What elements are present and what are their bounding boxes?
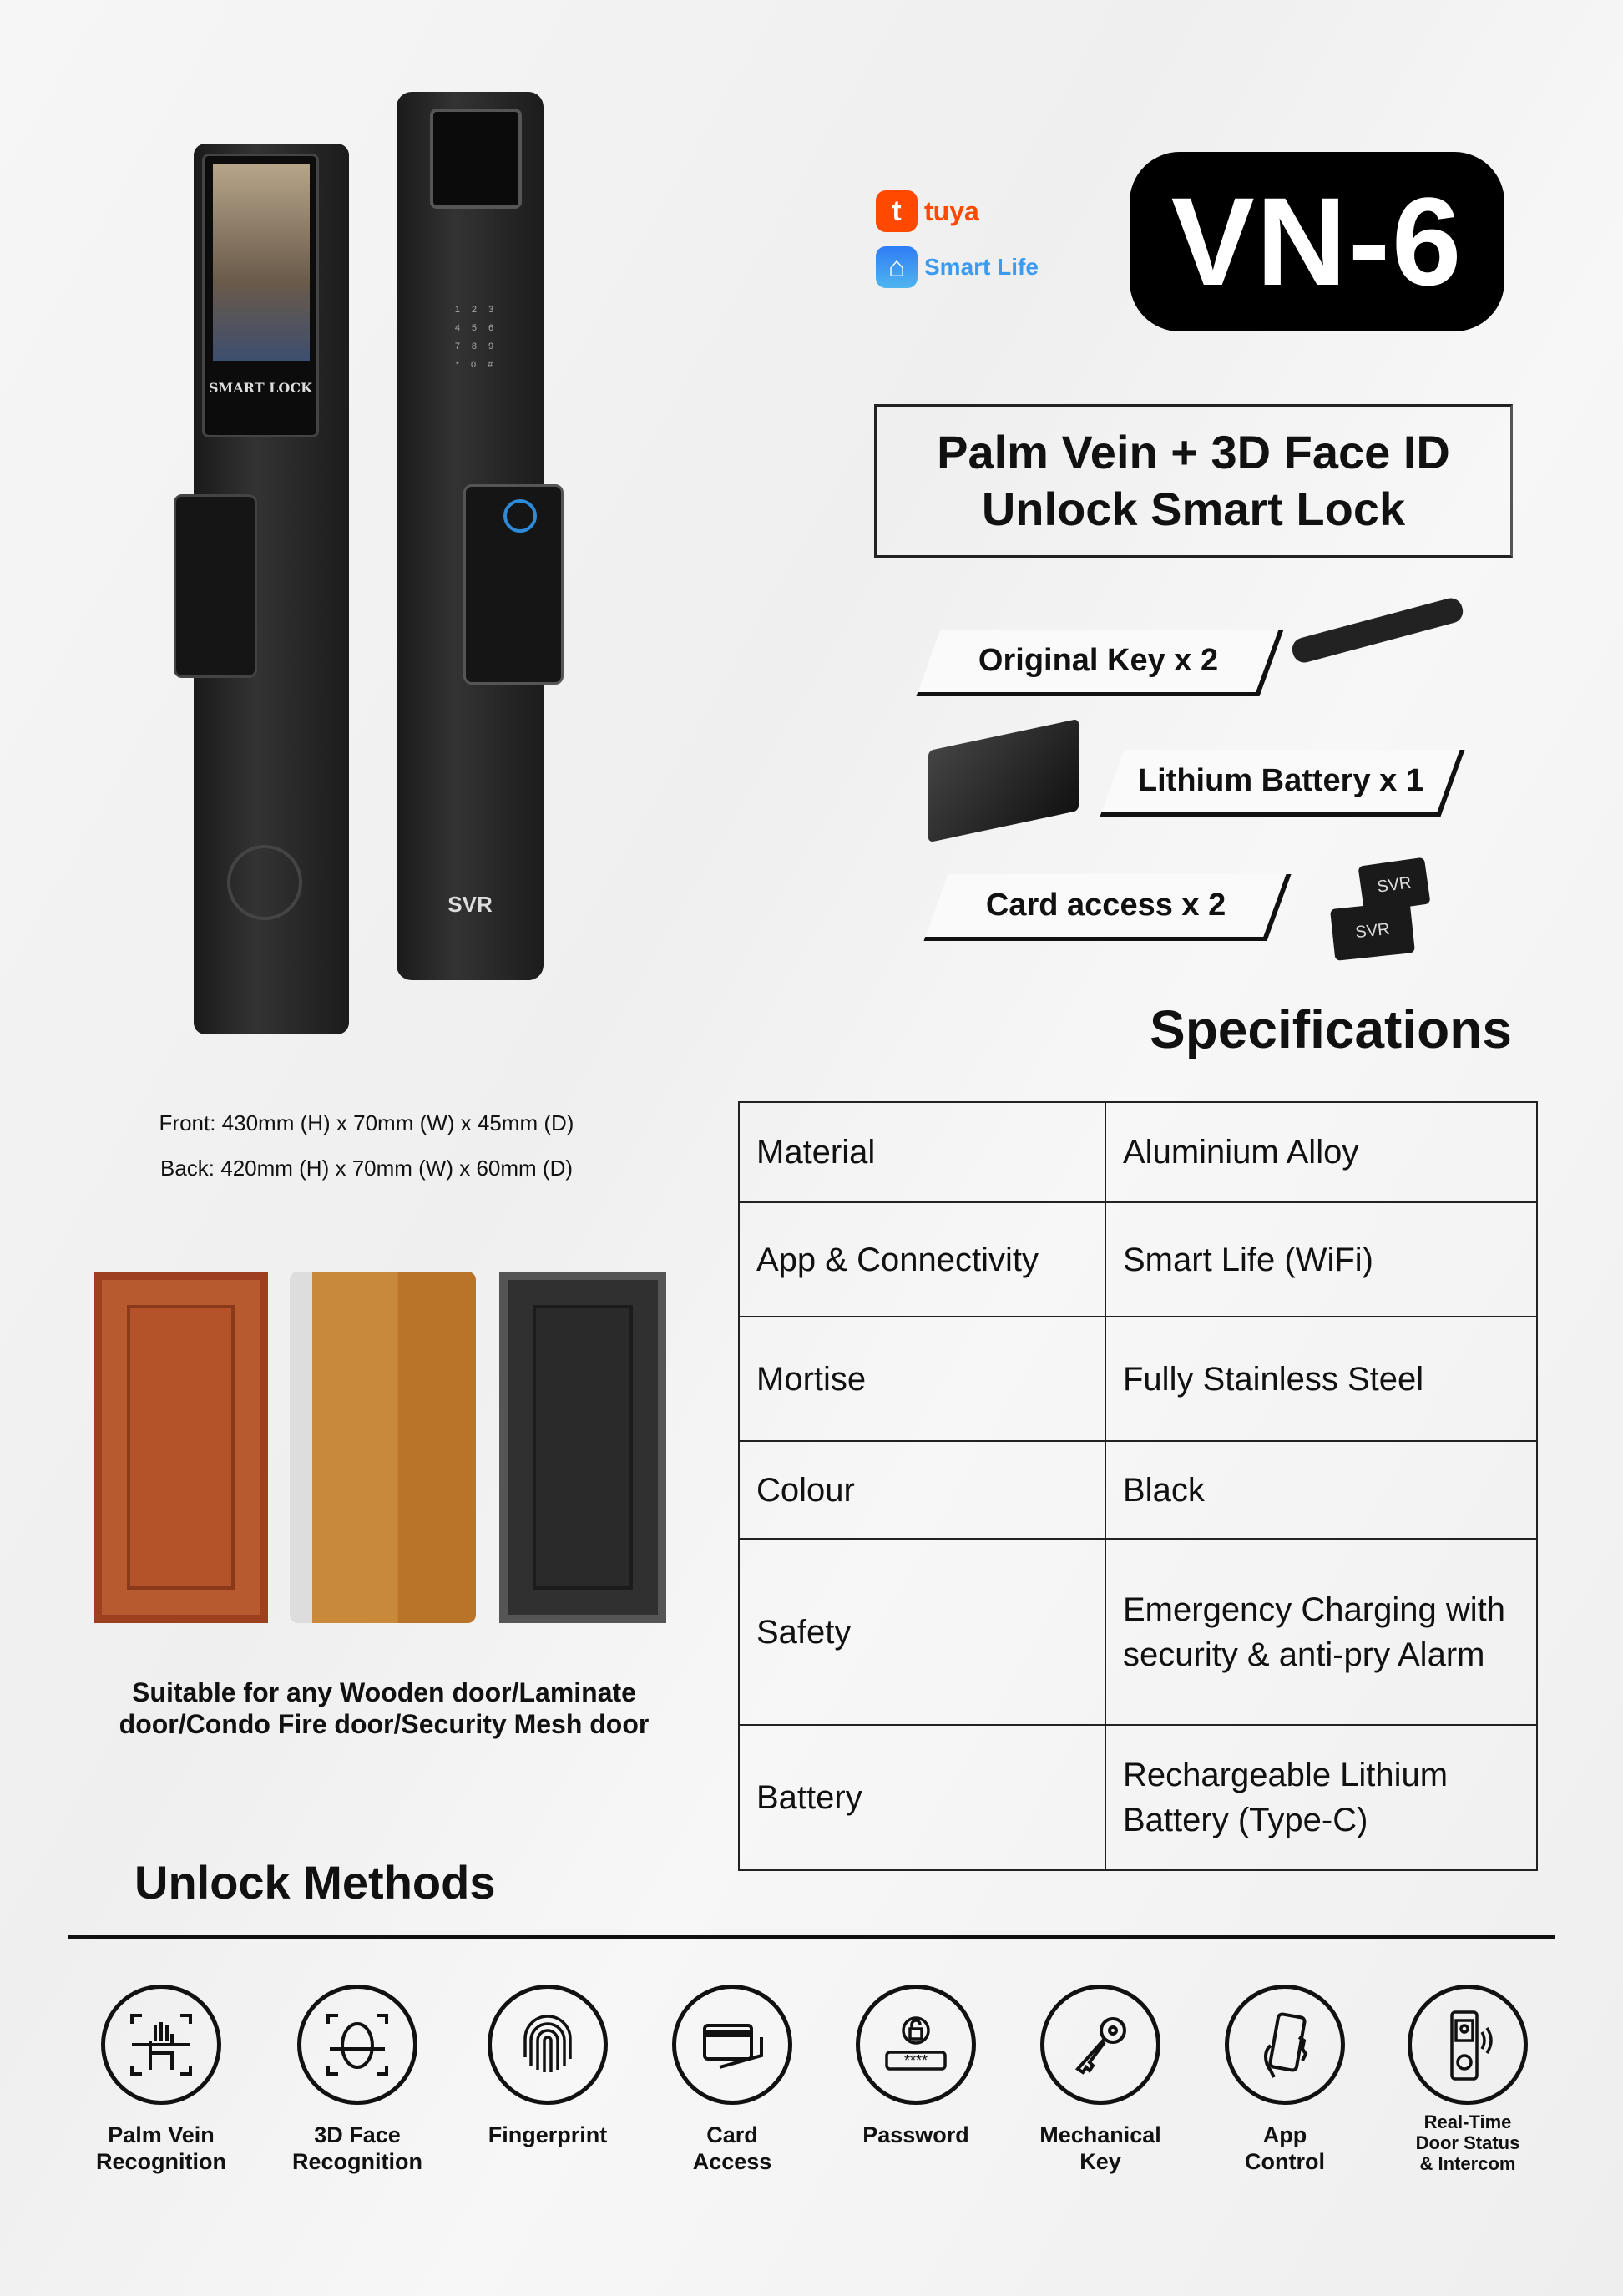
method-label: & Intercom	[1419, 2153, 1516, 2174]
unlock-methods-heading: Unlock Methods	[134, 1856, 496, 1909]
spec-value: Smart Life (WiFi)	[1105, 1202, 1537, 1317]
card-icon	[672, 1985, 792, 2105]
spec-value: Fully Stainless Steel	[1105, 1317, 1537, 1441]
accessory-tag	[916, 630, 1283, 696]
svg-text:****: ****	[903, 2052, 928, 2069]
method-label: Fingerprint	[488, 2122, 608, 2147]
method-label: 3D Face	[314, 2122, 401, 2147]
title-line-1: Palm Vein + 3D Face ID	[937, 426, 1450, 478]
tuya-logo-text: tuya	[924, 195, 979, 226]
keypad: 123 456 789 *0#	[454, 305, 506, 370]
spec-key: Battery	[739, 1725, 1105, 1870]
method-label: Key	[1079, 2149, 1121, 2174]
password-icon	[856, 1985, 976, 2105]
accessory-label: Original Key x 2	[978, 643, 1219, 678]
accessory-tag	[1100, 750, 1464, 817]
face-icon	[297, 1985, 417, 2105]
key-image	[1290, 595, 1466, 665]
lock-screen	[202, 154, 319, 437]
method-palm-vein	[78, 1985, 245, 2175]
method-intercom	[1384, 1985, 1551, 2174]
smart-life-logo: ⌂ Smart Life	[876, 246, 1039, 288]
key-icon	[1040, 1985, 1160, 2105]
method-label: Password	[862, 2122, 969, 2147]
camera-module	[430, 109, 522, 209]
accessory-label: Lithium Battery x 1	[1137, 763, 1423, 798]
method-label: Card	[706, 2122, 758, 2147]
suitability-text	[50, 1676, 718, 1740]
card-image: SVR	[1330, 901, 1415, 961]
table-row	[739, 1202, 1537, 1317]
front-handle	[174, 494, 257, 678]
method-label: Access	[692, 2149, 772, 2174]
method-label: Control	[1245, 2149, 1325, 2174]
method-3d-face	[274, 1985, 441, 2175]
spec-key: Mortise	[739, 1317, 1105, 1441]
front-lock-image	[194, 144, 349, 1034]
spec-value: Rechargeable Lithium Battery (Type-C)	[1105, 1725, 1537, 1870]
method-label: Recognition	[292, 2149, 422, 2174]
method-label: Mechanical	[1039, 2122, 1161, 2147]
table-row	[739, 1441, 1537, 1539]
method-label: App	[1262, 2122, 1307, 2147]
back-dimensions: Back: 420mm (H) x 70mm (W) x 60mm (D)	[159, 1156, 574, 1181]
table-row	[739, 1317, 1537, 1441]
back-handle	[463, 484, 564, 685]
method-label: Palm Vein	[108, 2122, 215, 2147]
spec-key: Colour	[739, 1441, 1105, 1539]
card-image: SVR	[1358, 857, 1430, 913]
method-fingerprint	[464, 1985, 631, 2148]
divider	[68, 1935, 1555, 1939]
smart-life-logo-text: Smart Life	[924, 254, 1039, 280]
fingerprint-icon	[488, 1985, 608, 2105]
specifications-heading: Specifications	[1150, 999, 1512, 1059]
table-row	[739, 1102, 1537, 1202]
product-title	[874, 404, 1513, 558]
back-lock-image	[397, 92, 544, 980]
wooden-door-image	[94, 1272, 268, 1623]
spec-value: Aluminium Alloy	[1105, 1102, 1537, 1202]
title-line-2: Unlock Smart Lock	[981, 483, 1406, 535]
specifications-table	[738, 1101, 1538, 1871]
method-label: Door Status	[1415, 2132, 1520, 2153]
laminate-door-image	[290, 1272, 476, 1623]
spec-value: Emergency Charging with security & anti-pry Alarm	[1105, 1539, 1537, 1725]
method-password	[832, 1985, 999, 2148]
keyhole	[227, 845, 302, 920]
spec-key: App & Connectivity	[739, 1202, 1105, 1317]
screen-label: SMART LOCK	[209, 380, 312, 396]
spec-value: Black	[1105, 1441, 1537, 1539]
fire-door-image	[499, 1272, 666, 1623]
front-dimensions: Front: 430mm (H) x 70mm (W) x 45mm (D)	[159, 1110, 574, 1135]
fingerprint-sensor	[503, 499, 537, 533]
method-card-access	[649, 1985, 816, 2175]
palm-icon	[101, 1985, 221, 2105]
method-label: Recognition	[96, 2149, 226, 2174]
intercom-icon	[1408, 1985, 1528, 2105]
method-label: Real-Time	[1423, 2111, 1512, 2132]
phone-icon	[1225, 1985, 1345, 2105]
table-row	[739, 1539, 1537, 1725]
suitability-line-2: door/Condo Fire door/Security Mesh door	[119, 1709, 650, 1739]
method-mechanical-key	[1017, 1985, 1184, 2175]
accessory-label: Card access x 2	[985, 888, 1226, 923]
spec-key: Material	[739, 1102, 1105, 1202]
table-row	[739, 1725, 1537, 1870]
suitability-line-1: Suitable for any Wooden door/Laminate	[132, 1677, 636, 1707]
tuya-logo: t tuya	[876, 190, 979, 232]
battery-image	[928, 719, 1079, 842]
spec-key: Safety	[739, 1539, 1105, 1725]
model-badge: VN-6	[1130, 152, 1504, 331]
lock-brand: SVR	[447, 892, 493, 917]
accessory-tag	[923, 874, 1291, 941]
method-app-control	[1201, 1985, 1368, 2175]
